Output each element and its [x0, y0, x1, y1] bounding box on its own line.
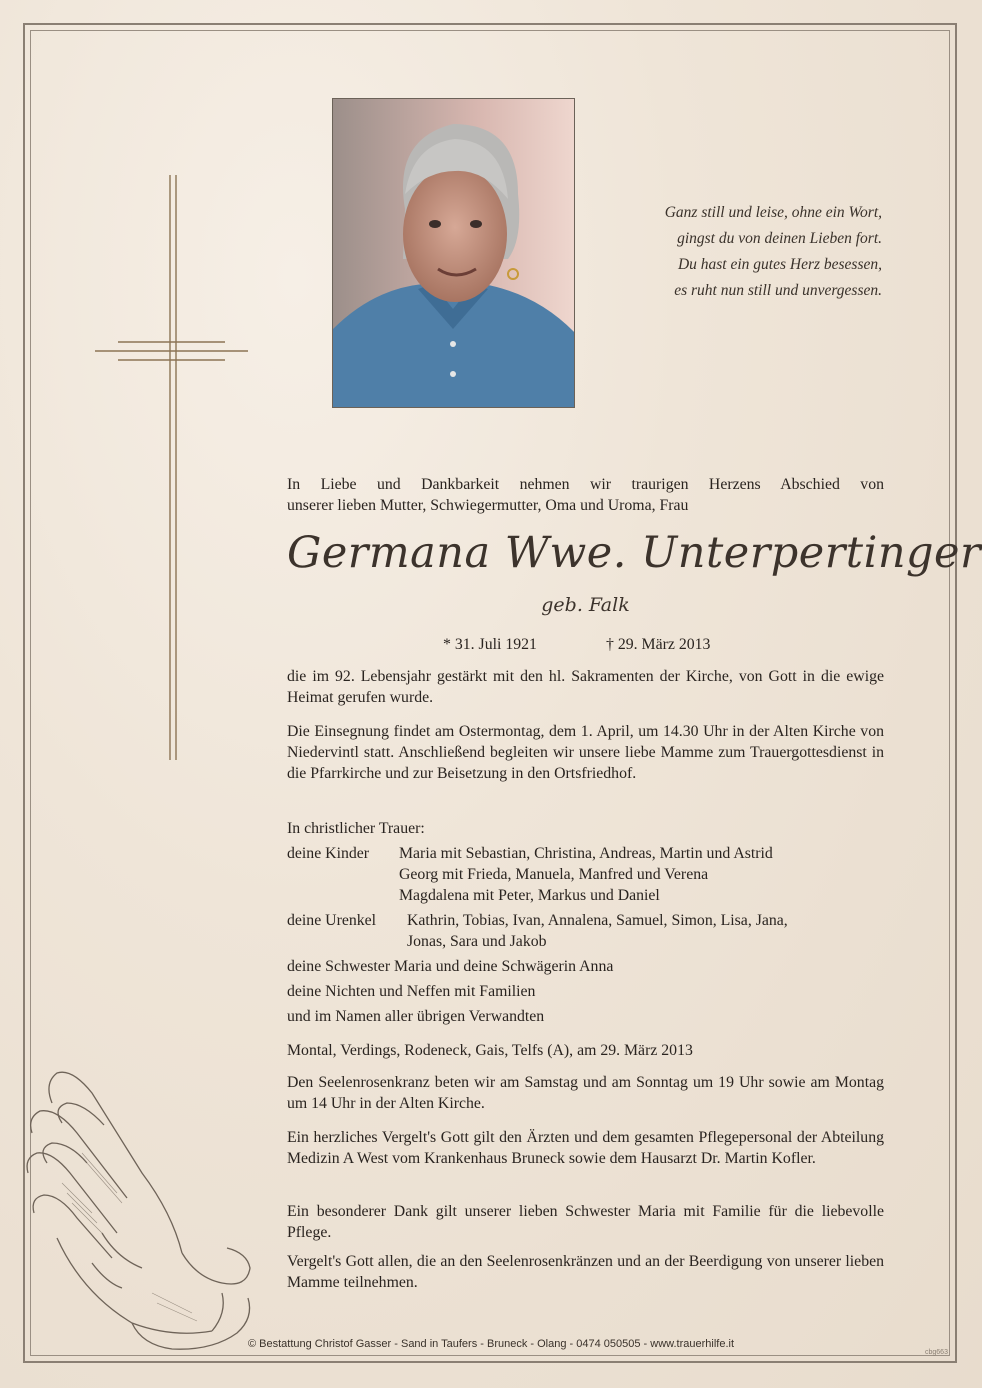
- great-grandchildren-label: deine Urenkel: [287, 912, 377, 929]
- intro-line-1: In Liebe und Dankbarkeit nehmen wir traurigen Herzens Abschied von: [287, 476, 884, 493]
- cross-icon: [85, 175, 255, 760]
- great-grandchildren-line: Jonas, Sara und Jakob: [407, 933, 547, 950]
- children-line: Georg mit Frieda, Manuela, Manfred und Verena: [399, 866, 709, 883]
- birth-date: * 31. Juli 1921: [443, 636, 537, 653]
- poem-line: Ganz still und leise, ohne ein Wort,: [664, 204, 882, 221]
- memorial-poem: [560, 200, 882, 304]
- great-grandchildren-line: Kathrin, Tobias, Ivan, Annalena, Samuel, Simon, Lisa, Jana,: [407, 912, 788, 929]
- poem-line: es ruht nun still und unvergessen.: [674, 282, 882, 299]
- nieces-line: deine Nichten und Neffen mit Familien: [287, 983, 536, 1000]
- children-line: Maria mit Sebastian, Christina, Andreas, Martin und Astrid: [399, 845, 773, 862]
- intro-line-2: unserer lieben Mutter, Schwiegermutter, Oma und Uroma, Frau: [287, 497, 689, 514]
- sister-line: deine Schwester Maria und deine Schwägerin Anna: [287, 958, 614, 975]
- portrait-photo: [332, 98, 575, 408]
- rosary-paragraph: Den Seelenrosenkranz beten wir am Samstag und am Sonntag um 19 Uhr sowie am Montag um 14 Uhr in der Alten Kirche.: [287, 1074, 884, 1112]
- death-date: † 29. März 2013: [606, 636, 711, 653]
- blessing-paragraph: Die Einsegnung findet am Ostermontag, dem 1. April, um 14.30 Uhr in der Alten Kirche von Niedervintl statt. Anschließend begleiten wir unsere liebe Mamme zum Trauergottesdienst in die Pfarrkirche und zur Beisetzung in den Ortsfriedhof.: [287, 723, 884, 782]
- deceased-name: Germana Wwe. Unterpertinger: [287, 528, 982, 578]
- thanks-doctors-paragraph: Ein herzliches Vergelt's Gott gilt den Ärzten und dem gesamten Pflegepersonal der Abteilung Medizin A West vom Krankenhaus Bruneck sowie dem Hausarzt Dr. Martin Kofler.: [287, 1129, 884, 1167]
- children-label: deine Kinder: [287, 845, 370, 862]
- mourners-heading: In christlicher Trauer:: [287, 820, 425, 837]
- footer-credit: © Bestattung Christof Gasser - Sand in Taufers - Bruneck - Olang - 0474 050505 - www.trauerhilfe.it: [247, 1338, 735, 1350]
- children-line: Magdalena mit Peter, Markus und Daniel: [399, 887, 660, 904]
- relatives-line: und im Namen aller übrigen Verwandten: [287, 1008, 545, 1025]
- places-date: Montal, Verdings, Rodeneck, Gais, Telfs (A), am 29. März 2013: [287, 1042, 693, 1059]
- praying-hands-icon: [22, 1063, 262, 1353]
- sacraments-paragraph: die im 92. Lebensjahr gestärkt mit den hl. Sakramenten der Kirche, von Gott in die ewige Heimat gerufen wurde.: [287, 668, 884, 706]
- birth-name: geb. Falk: [541, 594, 630, 616]
- thanks-all-paragraph: Vergelt's Gott allen, die an den Seelenrosenkränzen und an der Beerdigung von unserer lieben Mamme teilnehmen.: [287, 1253, 884, 1291]
- poem-line: gingst du von deinen Lieben fort.: [677, 230, 882, 247]
- document-code: cbg663: [925, 1349, 948, 1356]
- poem-line: Du hast ein gutes Herz besessen,: [677, 256, 882, 273]
- thanks-sister-paragraph: Ein besonderer Dank gilt unserer lieben Schwester Maria mit Familie für die liebevolle Pflege.: [287, 1203, 884, 1241]
